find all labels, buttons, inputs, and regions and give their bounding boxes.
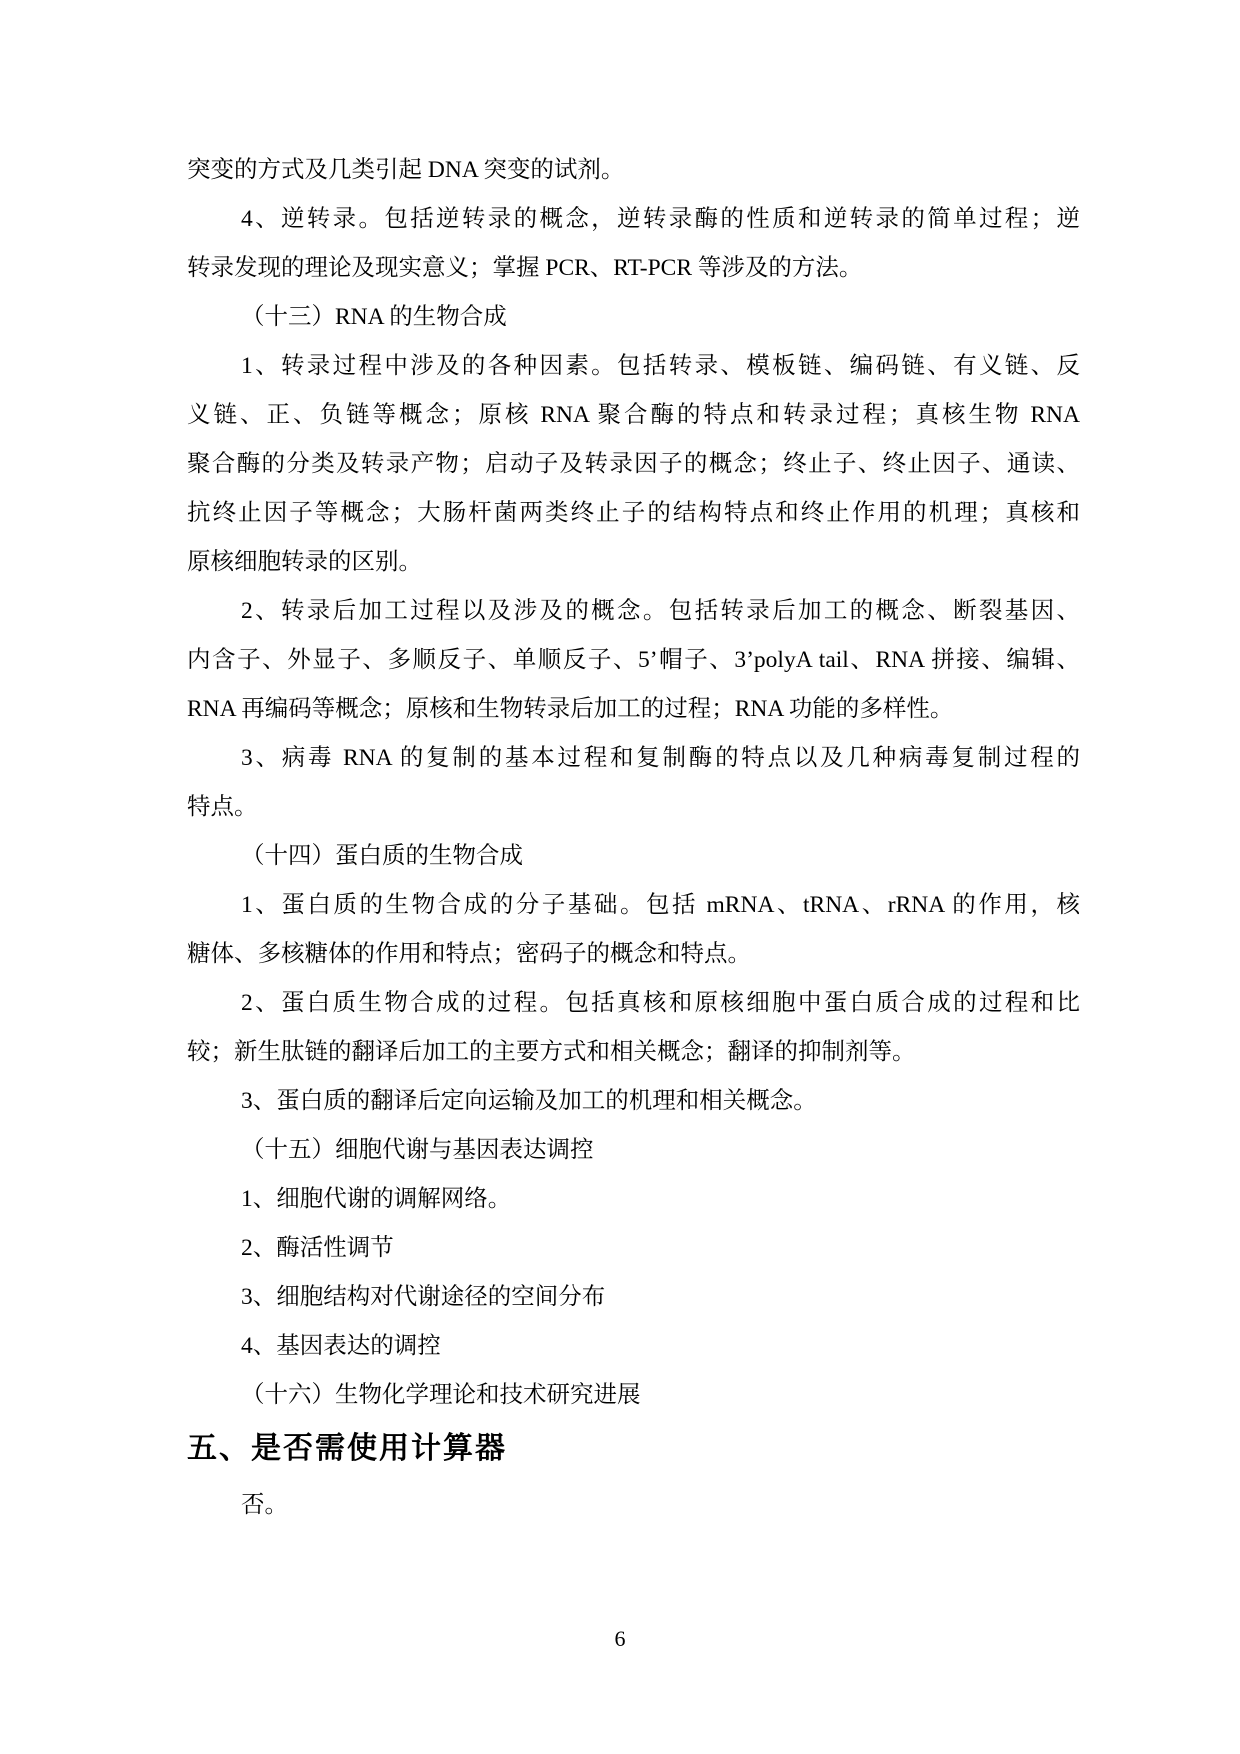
text-line: 特点。: [187, 794, 258, 820]
text-line: 2、蛋白质生物合成的过程。包括真核和原核细胞中蛋白质合成的过程和比: [241, 990, 1080, 1016]
page-number: 6: [614, 1626, 626, 1651]
text-line: 聚合酶的分类及转录产物；启动子及转录因子的概念；终止子、终止因子、通读、: [187, 451, 1080, 477]
list-item: 4、基因表达的调控: [241, 1333, 441, 1359]
text-line: 1、蛋白质的生物合成的分子基础。包括 mRNA、tRNA、rRNA 的作用，核: [241, 892, 1080, 918]
text-line: 4、逆转录。包括逆转录的概念，逆转录酶的性质和逆转录的简单过程；逆: [241, 206, 1080, 232]
text-line: RNA 再编码等概念；原核和生物转录后加工的过程；RNA 功能的多样性。: [187, 696, 954, 722]
text-line: 3、蛋白质的翻译后定向运输及加工的机理和相关概念。: [241, 1088, 817, 1114]
list-item: 3、细胞结构对代谢途径的空间分布: [241, 1284, 606, 1310]
text-line: 突变的方式及几类引起 DNA 突变的试剂。: [187, 157, 625, 183]
text-line: 2、转录后加工过程以及涉及的概念。包括转录后加工的概念、断裂基因、: [241, 598, 1080, 624]
list-item: 1、细胞代谢的调解网络。: [241, 1186, 512, 1212]
text-line: 糖体、多核糖体的作用和特点；密码子的概念和特点。: [187, 941, 751, 967]
subsection-title: （十四）蛋白质的生物合成: [241, 843, 523, 869]
text-line: 义链、正、负链等概念；原核 RNA 聚合酶的特点和转录过程；真核生物 RNA: [187, 402, 1080, 428]
text-line: 1、转录过程中涉及的各种因素。包括转录、模板链、编码链、有义链、反: [241, 353, 1080, 379]
text-line: 抗终止因子等概念；大肠杆菌两类终止子的结构特点和终止作用的机理；真核和: [187, 500, 1080, 526]
text-line: 内含子、外显子、多顺反子、单顺反子、5’帽子、3’polyA tail、RNA 拼接、编辑、: [187, 647, 1080, 673]
subsection-title: （十五）细胞代谢与基因表达调控: [241, 1137, 594, 1163]
text-line: 转录发现的理论及现实意义；掌握 PCR、RT-PCR 等涉及的方法。: [187, 255, 863, 281]
text-block: [187, 146, 1080, 1530]
text-line: 较；新生肽链的翻译后加工的主要方式和相关概念；翻译的抑制剂等。: [187, 1039, 916, 1065]
text-line: 否。: [241, 1492, 288, 1518]
text-line: 3、病毒 RNA 的复制的基本过程和复制酶的特点以及几种病毒复制过程的: [241, 745, 1080, 771]
section-heading: 五、是否需使用计算器: [187, 1432, 507, 1465]
text-line: 原核细胞转录的区别。: [187, 549, 422, 575]
subsection-title: （十三）RNA 的生物合成: [241, 304, 507, 330]
subsection-title: （十六）生物化学理论和技术研究进展: [241, 1382, 641, 1408]
list-item: 2、酶活性调节: [241, 1235, 394, 1261]
